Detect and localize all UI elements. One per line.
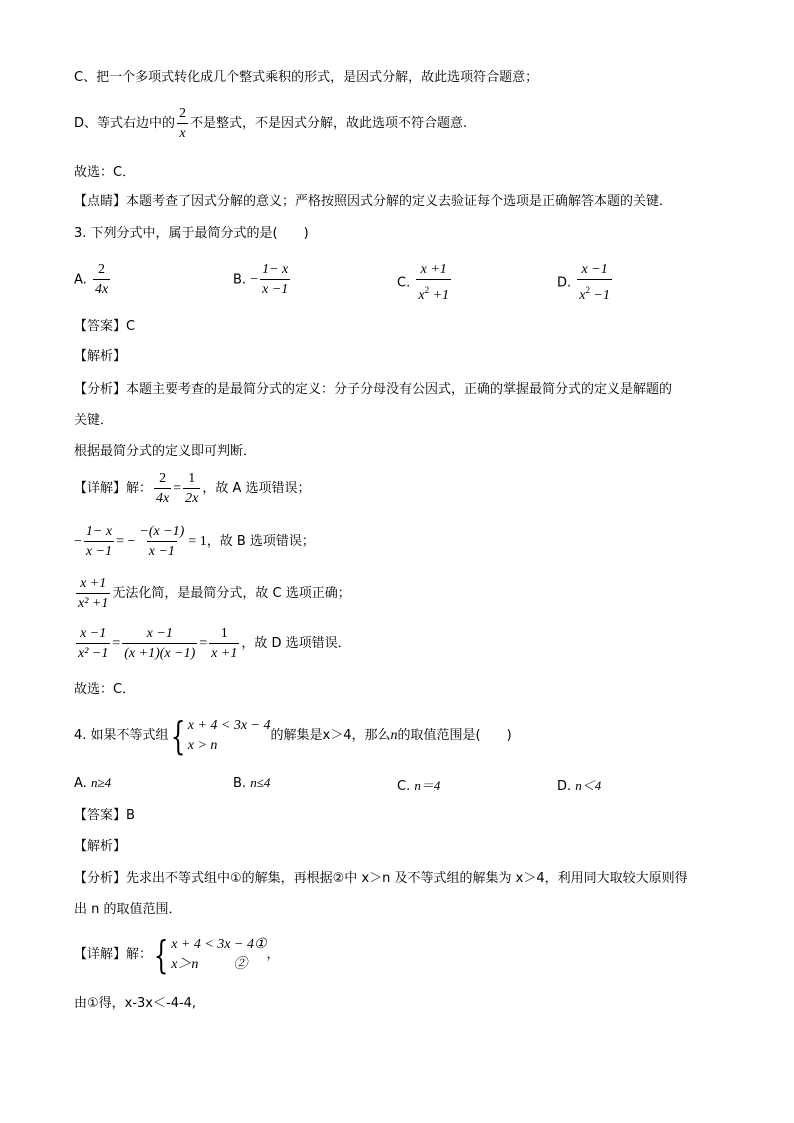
q3-option-d-fraction: $\frac{x -1}{x^2 -1}$ [579, 262, 610, 303]
q3-detail-step-b: − $\frac{1- x}{x -1}$ = − $\frac{-(x -1)}{x -1}$ = 1，故 B 选项错误； [74, 524, 315, 559]
detail-inequality-system: x + 4 < 3x − 4① x＞n ② [171, 937, 267, 972]
fraction-d-right: $\frac{1}{x +1}$ [211, 626, 238, 661]
q3-analysis-line-1: 【分析】本题主要考查的是最简分式的定义：分子分母没有公因式，正确的掌握最简分式的定义是解题的 [74, 382, 673, 397]
q3-option-a-fraction: $\frac{2}{4x}$ [94, 262, 109, 297]
fraction-b-left: $\frac{1- x}{x -1}$ [85, 524, 113, 559]
fraction-d-left: $\frac{x -1}{\text{x² −1}}$ [78, 626, 109, 661]
q3-answer: 【答案】C [74, 319, 136, 334]
q3-detail-step-d: $\frac{x -1}{\text{x² −1}}$ = $\frac{x -1}{(x +1)(x -1)}$ = $\frac{1}{x +1}$ ，故 D 选项错误． [78, 626, 351, 661]
q3-option-a: A. $\frac{2}{4x}$ [74, 262, 109, 297]
option-d-explanation: D、等式右边中的 $\frac{2}{x}$ 不是整式，不是因式分解，故此选项不符合题意. [74, 106, 468, 141]
comment-q2: 【点睛】本题考查了因式分解的意义；严格按照因式分解的定义去验证每个选项是正确解答本题的关键． [74, 194, 673, 209]
q4-option-a: A. n≥4 [74, 775, 112, 791]
question-4-stem: 4. 如果不等式组{ x + 4 < 3x − 4 x > n 的解集是x＞4，那么n的取值范围是( ) [74, 714, 512, 758]
fraction-c: $\frac{x +1}{\text{x² +1}}$ [78, 576, 109, 611]
q3-choice: 故选：C． [74, 682, 136, 697]
fraction-b-middle: $\frac{-(x -1)}{x -1}$ [139, 524, 185, 559]
q4-analysis-line-1: 【分析】先求出不等式组中①的解集，再根据②中 x＞n 及不等式组的解集为 x＞4，利用同大取较大原则得 [74, 871, 688, 886]
q3-option-d: D. $\frac{x -1}{x^2 -1}$ [557, 262, 610, 303]
left-brace: { [170, 714, 185, 758]
q4-option-c: C. n＝4 [397, 778, 441, 794]
fraction-2-over-4x: $\frac{2}{4x}$ [156, 471, 170, 506]
inequality-system: x + 4 < 3x − 4 x > n [187, 718, 271, 753]
q4-option-b: B. n≤4 [233, 775, 271, 791]
choice-line-q2: 故选：C． [74, 165, 136, 180]
q4-answer: 【答案】B [74, 808, 135, 823]
left-brace-detail: { [153, 933, 169, 977]
fraction-1-over-2x: $\frac{1}{2x}$ [185, 471, 199, 506]
q3-detail-step-c: $\frac{x +1}{\text{x² +1}}$ 无法化简，是最简分式，故 C 选项正确； [78, 576, 351, 611]
q3-option-b: B. − $\frac{1- x}{x -1}$ [233, 262, 289, 297]
question-3-stem: 3. 下列分式中，属于最简分式的是( ) [74, 226, 309, 241]
q3-option-b-fraction: $\frac{1- x}{x -1}$ [262, 262, 289, 297]
q3-analysis-heading: 【解析】 [74, 349, 127, 364]
fraction-2-over-x: $\frac{2}{x}$ [179, 106, 187, 141]
q3-option-c-fraction: $\frac{x +1}{x^2 +1}$ [418, 262, 450, 303]
option-c-explanation: C、把一个多项式转化成几个整式乘积的形式，是因式分解，故此选项符合题意； [74, 70, 539, 85]
q4-analysis-heading: 【解析】 [74, 839, 127, 854]
q4-analysis-line-2: 出 n 的取值范围． [74, 902, 182, 917]
q3-option-c: C. $\frac{x +1}{x^2 +1}$ [397, 262, 450, 303]
q4-detail: 【详解】解：{ x + 4 < 3x − 4① x＞n ② ， [74, 933, 280, 977]
q3-analysis-line-2: 关键． [74, 413, 114, 428]
fraction-d-middle: $\frac{x -1}{(x +1)(x -1)}$ [124, 626, 196, 661]
q4-option-d: D. n＜4 [557, 778, 602, 794]
q3-basis: 根据最简分式的定义即可判断． [74, 444, 257, 459]
q4-from-1: 由①得，x-3x＜-4-4, [74, 996, 197, 1011]
q3-detail-step-a: 【详解】解： $\frac{2}{4x}$ = $\frac{1}{2x}$ ，故 A 选项错误； [74, 471, 311, 506]
